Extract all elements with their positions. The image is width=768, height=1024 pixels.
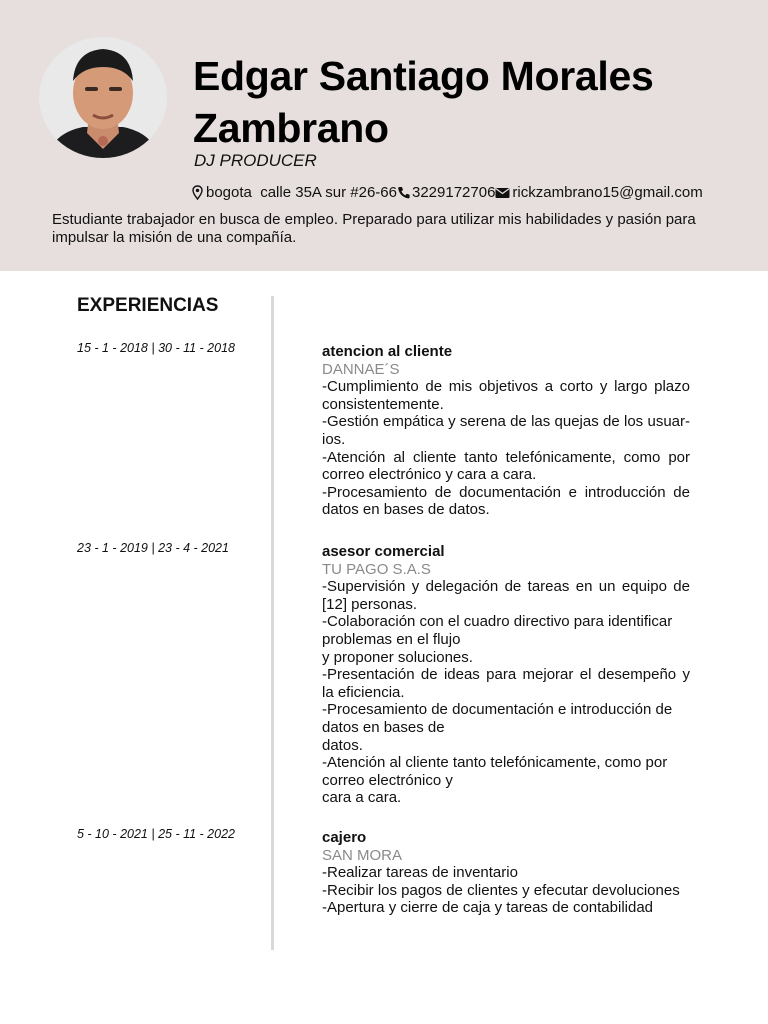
- entry-company: TU PAGO S.A.S: [322, 560, 431, 578]
- description-line: -Atención al cliente tanto telefónicamente, como por correo electrónico y cara a cara.: [322, 448, 690, 484]
- description-line: -Cumplimiento de mis objetivos a corto y largo plazo consistentemente.: [322, 378, 690, 413]
- description-line: -Recibir los pagos de clientes y efecutar devoluciones: [322, 881, 680, 899]
- entry-company: SAN MORA: [322, 846, 403, 864]
- entry-dates: 15 - 1 - 2018 | 30 - 11 - 2018: [77, 341, 235, 355]
- contact-phone: [397, 184, 495, 201]
- contact-bar: [191, 184, 703, 201]
- entry-company: DANNAE´S: [322, 360, 400, 378]
- resume-header: [0, 0, 768, 271]
- description-line: datos.: [322, 736, 363, 754]
- profile-summary: Estudiante trabajador en busca de empleo. Preparado para utilizar mis habilidades y pasión para impulsar la misión de una compañía.: [52, 211, 696, 246]
- description-line: -Procesamiento de documentación e introducción de datos en bases de: [322, 701, 673, 736]
- entry-details: [322, 829, 690, 917]
- description-line: -Apertura y cierre de caja y tareas de contabilidad: [322, 899, 654, 917]
- description-line: -Atención al cliente tanto telefónicamente, como por correo electrónico y: [322, 754, 668, 789]
- entry-role: atencion al cliente: [322, 343, 453, 360]
- job-title: DJ PRODUCER: [194, 151, 317, 170]
- description-line: -Realizar tareas de inventario: [322, 864, 518, 882]
- description-line: -Procesamiento de documentación e introducción de datos en bases de datos.: [322, 483, 690, 519]
- location-pin-icon: [191, 185, 204, 200]
- person-name: Edgar Santiago Morales Zambrano: [193, 53, 654, 151]
- timeline-divider: [271, 296, 274, 950]
- experience-heading: EXPERIENCIAS: [77, 295, 219, 316]
- description-line: -Colaboración con el cuadro directivo para identificar problemas en el flujo: [322, 613, 673, 648]
- location-text: bogota calle 35A sur #26-66: [206, 184, 397, 201]
- entry-dates: 5 - 10 - 2021 | 25 - 11 - 2022: [77, 827, 235, 841]
- entry-details: [322, 543, 690, 807]
- entry-role: asesor comercial: [322, 543, 445, 560]
- entry-role: cajero: [322, 829, 367, 846]
- envelope-icon: [495, 185, 510, 200]
- description-line: cara a cara.: [322, 789, 402, 807]
- description-line: -Presentación de ideas para mejorar el desempeño y la eficiencia.: [322, 666, 690, 701]
- email-text: rickzambrano15@gmail.com: [512, 184, 703, 201]
- entry-description: [322, 578, 690, 807]
- entry-description: [322, 378, 690, 519]
- description-line: -Gestión empática y serena de las quejas de los usuar-ios.: [322, 413, 690, 448]
- phone-text: 3229172706: [411, 184, 496, 201]
- profile-photo: [39, 37, 167, 158]
- entry-dates: 23 - 1 - 2019 | 23 - 4 - 2021: [77, 541, 229, 555]
- description-line: -Supervisión y delegación de tareas en un equipo de [12] personas.: [322, 578, 690, 613]
- phone-icon: [397, 185, 410, 200]
- contact-location: [191, 184, 397, 201]
- description-line: y proponer soluciones.: [322, 648, 473, 666]
- contact-email: [495, 184, 702, 201]
- entry-details: [322, 343, 690, 519]
- entry-description: [322, 864, 690, 917]
